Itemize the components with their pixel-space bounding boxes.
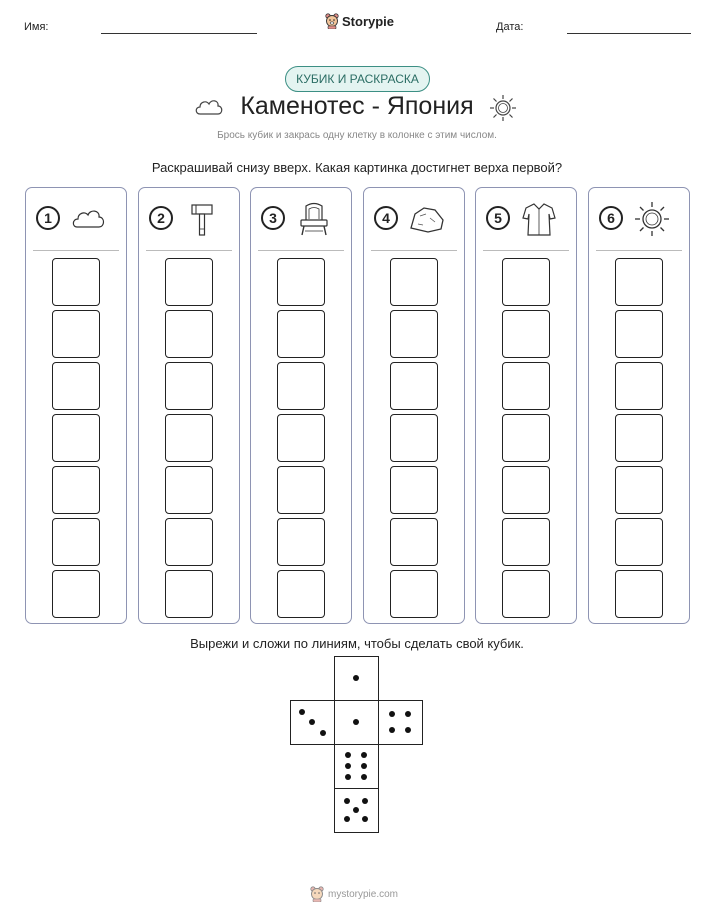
logo (325, 13, 394, 29)
coloring-cell[interactable] (502, 518, 550, 566)
footer (310, 886, 398, 902)
coloring-cell[interactable] (277, 310, 325, 358)
date-label: Дата: (496, 21, 524, 33)
dice-face-5 (334, 788, 379, 833)
page-title: Каменотес - Япония (240, 92, 474, 120)
coloring-cell[interactable] (277, 466, 325, 514)
dice-pip (299, 709, 305, 715)
column-number: 5 (486, 206, 510, 230)
column-divider (33, 250, 119, 251)
coloring-cell[interactable] (165, 258, 213, 306)
coloring-cell[interactable] (165, 518, 213, 566)
coloring-cell[interactable] (165, 414, 213, 462)
dice-pip (320, 730, 326, 736)
coloring-cell[interactable] (615, 570, 663, 618)
cut-instruction: Вырежи и сложи по линиям, чтобы сделать свой кубик. (190, 636, 524, 651)
coloring-cell[interactable] (277, 414, 325, 462)
coloring-cell[interactable] (502, 310, 550, 358)
name-label: Имя: (24, 21, 49, 33)
coloring-cell[interactable] (615, 258, 663, 306)
dice-pip (344, 816, 350, 822)
coloring-cell[interactable] (615, 310, 663, 358)
footer-url: mystorypie.com (328, 888, 399, 900)
coloring-cell[interactable] (390, 258, 438, 306)
coloring-cell[interactable] (390, 414, 438, 462)
coloring-cell[interactable] (165, 362, 213, 410)
coloring-cell[interactable] (615, 466, 663, 514)
logo-text: Storypie (342, 13, 395, 29)
coloring-cell[interactable] (502, 258, 550, 306)
column-divider (596, 250, 682, 251)
dice-pip (353, 675, 359, 681)
coloring-cell[interactable] (390, 570, 438, 618)
coloring-cell[interactable] (390, 466, 438, 514)
coloring-cell[interactable] (52, 414, 100, 462)
dice-face-3 (290, 700, 335, 745)
throne-icon (295, 200, 333, 238)
dice-pip (353, 719, 359, 725)
column-number: 3 (261, 206, 285, 230)
column-divider (146, 250, 232, 251)
category-tag: КУБИК И РАСКРАСКА (285, 66, 430, 92)
dice-pip (405, 727, 411, 733)
dice-pip (362, 816, 368, 822)
coloring-cell[interactable] (390, 362, 438, 410)
dice-pip (361, 752, 367, 758)
dice-pip (345, 763, 351, 769)
coloring-cell[interactable] (502, 466, 550, 514)
coloring-cell[interactable] (277, 258, 325, 306)
instruction: Раскрашивай снизу вверх. Какая картинка достигнет верха первой? (151, 160, 563, 175)
dice-face-6 (334, 744, 379, 789)
name-line (101, 33, 257, 34)
column-6 (588, 187, 690, 624)
coloring-cell[interactable] (277, 518, 325, 566)
coloring-cell[interactable] (615, 362, 663, 410)
dice-face-1 (334, 656, 379, 701)
coloring-cell[interactable] (502, 414, 550, 462)
coloring-cell[interactable] (52, 518, 100, 566)
dice-pip (345, 752, 351, 758)
coloring-cell[interactable] (165, 570, 213, 618)
column-number: 4 (374, 206, 398, 230)
dice-pip (361, 774, 367, 780)
column-divider (258, 250, 344, 251)
sun-icon (488, 94, 518, 122)
column-number: 1 (36, 206, 60, 230)
column-2 (138, 187, 240, 624)
column-3 (250, 187, 352, 624)
column-divider (483, 250, 569, 251)
dice-pip (405, 711, 411, 717)
coloring-cell[interactable] (52, 570, 100, 618)
dice-pip (362, 798, 368, 804)
coloring-cell[interactable] (277, 362, 325, 410)
coloring-cell[interactable] (390, 518, 438, 566)
dice-pip (309, 719, 315, 725)
coloring-cell[interactable] (52, 466, 100, 514)
dice-pip (389, 727, 395, 733)
dice-face-1 (334, 700, 379, 745)
subtitle: Брось кубик и закрась одну клетку в колонке с этим числом. (217, 130, 497, 141)
dice-pip (353, 807, 359, 813)
coloring-cell[interactable] (615, 414, 663, 462)
coloring-cell[interactable] (277, 570, 325, 618)
column-divider (371, 250, 457, 251)
dice-pip (389, 711, 395, 717)
sun-icon (633, 200, 671, 238)
column-1 (25, 187, 127, 624)
coloring-cell[interactable] (52, 362, 100, 410)
dice-face-4 (378, 700, 423, 745)
dice-pip (361, 763, 367, 769)
coloring-cell[interactable] (502, 362, 550, 410)
coloring-cell[interactable] (502, 570, 550, 618)
coloring-cell[interactable] (165, 466, 213, 514)
bear-icon (325, 13, 339, 29)
column-number: 2 (149, 206, 173, 230)
dice-pip (344, 798, 350, 804)
coloring-cell[interactable] (390, 310, 438, 358)
robe-icon (520, 200, 558, 238)
coloring-cell[interactable] (52, 258, 100, 306)
date-line (567, 33, 691, 34)
bear-icon (310, 886, 324, 902)
column-number: 6 (599, 206, 623, 230)
rock-icon (408, 200, 446, 238)
column-4 (363, 187, 465, 624)
column-5 (475, 187, 577, 624)
dice-pip (345, 774, 351, 780)
coloring-cell[interactable] (615, 518, 663, 566)
cloud-icon (70, 200, 108, 238)
hammer-icon (183, 200, 221, 238)
coloring-cell[interactable] (165, 310, 213, 358)
coloring-cell[interactable] (52, 310, 100, 358)
